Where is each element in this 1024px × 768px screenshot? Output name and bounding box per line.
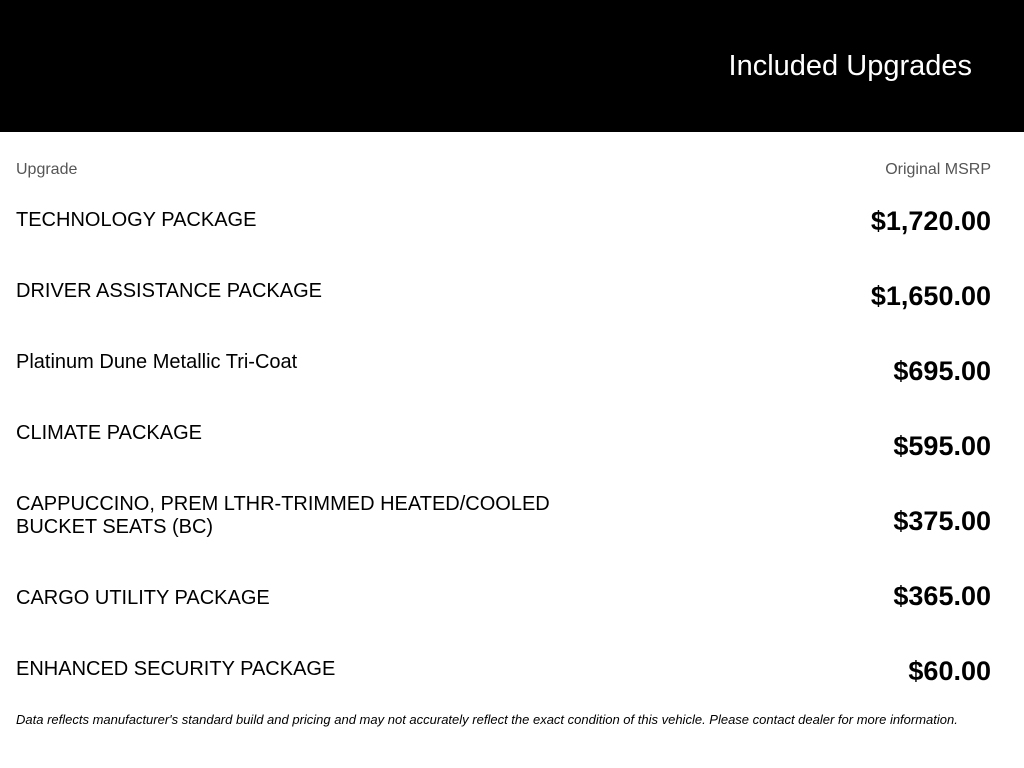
upgrade-price-driver-assistance-package: $1,650.00 <box>870 281 991 311</box>
upgrade-price-platinum-dune-metallic: $695.00 <box>893 356 991 386</box>
msrp-column-header: Original MSRP <box>885 161 991 178</box>
upgrade-price-enhanced-security-package: $60.00 <box>908 656 991 686</box>
upgrade-name-cargo-utility-package: CARGO UTILITY PACKAGE <box>16 587 270 609</box>
upgrade-price-cappuccino-seats: $375.00 <box>893 506 991 536</box>
page-title: Included Upgrades <box>728 50 972 82</box>
upgrade-name-platinum-dune-metallic: Platinum Dune Metallic Tri-Coat <box>16 351 298 373</box>
disclaimer-text: Data reflects manufacturer's standard build and pricing and may not accurately reflect the exact condition of this vehicle. Please contact dealer for more information. <box>16 712 958 727</box>
upgrade-price-technology-package: $1,720.00 <box>870 206 991 236</box>
header-banner <box>0 0 1024 132</box>
upgrade-name-cappuccino-seats: CAPPUCCINO, PREM LTHR-TRIMMED HEATED/COOLED BUCKET SEATS (BC) <box>16 493 550 538</box>
upgrade-name-technology-package: TECHNOLOGY PACKAGE <box>16 209 257 231</box>
upgrade-column-header: Upgrade <box>16 161 78 178</box>
upgrade-name-enhanced-security-package: ENHANCED SECURITY PACKAGE <box>16 658 336 680</box>
upgrade-name-driver-assistance-package: DRIVER ASSISTANCE PACKAGE <box>16 280 323 302</box>
upgrade-price-cargo-utility-package: $365.00 <box>893 581 991 611</box>
upgrade-price-climate-package: $595.00 <box>893 431 991 461</box>
upgrade-name-climate-package: CLIMATE PACKAGE <box>16 422 202 444</box>
